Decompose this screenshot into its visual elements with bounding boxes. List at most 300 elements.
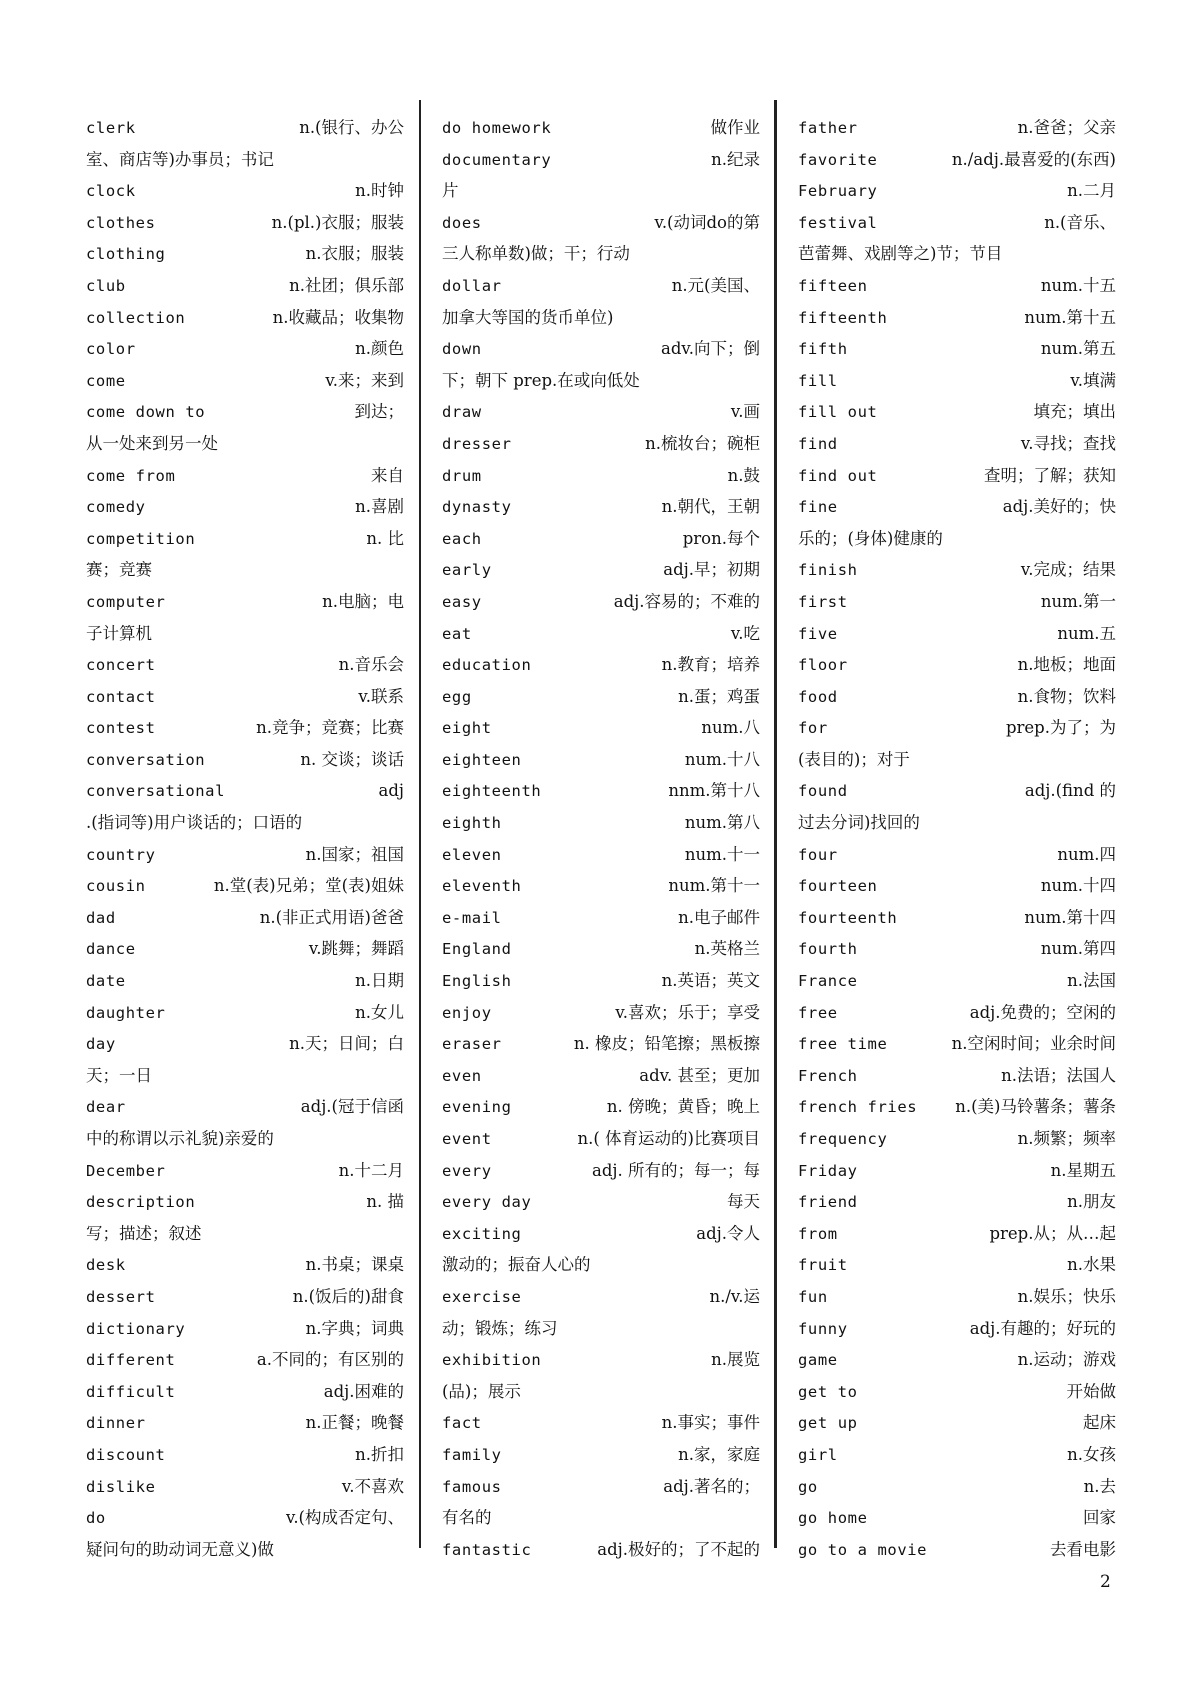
vocab-word: conversational [86, 782, 226, 801]
vocab-word: dessert [86, 1287, 156, 1306]
vocab-entry-line [86, 1091, 404, 1123]
vocab-entry [86, 586, 404, 649]
vocab-entry-line [442, 428, 760, 460]
vocab-entry-line [86, 997, 404, 1029]
vocab-entry [798, 1344, 1116, 1376]
vocab-word: draw [442, 403, 482, 422]
vocab-definition: 填充；填出 [1033, 402, 1116, 422]
vocab-definition: pron.每个 [682, 528, 760, 548]
vocab-entry [442, 1091, 760, 1123]
vocab-word: eight [442, 719, 492, 738]
vocab-definition: n./v.运 [709, 1286, 760, 1306]
vocab-word: fantastic [442, 1540, 532, 1559]
vocab-entry [798, 1439, 1116, 1471]
vocab-entry-line [86, 302, 404, 334]
vocab-word: fifth [798, 340, 848, 359]
vocab-definition: n. 比 [366, 528, 404, 548]
vocab-definition-continued: (品)；展示 [442, 1381, 521, 1401]
vocab-definition: n.爸爸；父亲 [1017, 118, 1116, 137]
vocab-word: fine [798, 498, 838, 517]
vocab-definition: n.地板；地面 [1017, 655, 1116, 675]
vocab-definition: n. 橡皮；铅笔擦；黑板擦 [573, 1034, 760, 1054]
vocab-entry-line [442, 1471, 760, 1503]
vocab-word: does [442, 213, 482, 232]
vocab-word: date [86, 972, 126, 991]
vocab-entry [442, 839, 760, 871]
vocab-entry-line [442, 1155, 760, 1187]
vocab-definition: adj.容易的；不难的 [613, 591, 760, 611]
vocab-entry [86, 1471, 404, 1503]
vocab-entry-line [798, 1218, 1116, 1250]
vocab-entry-line [442, 1439, 760, 1471]
vocab-entry-line [798, 1123, 1116, 1155]
vocab-definition: v.(动词do的第 [654, 212, 760, 232]
vocab-word: England [442, 940, 512, 959]
vocab-entry-line [86, 1281, 404, 1313]
vocab-word: exciting [442, 1224, 522, 1243]
vocab-definition: n.朋友 [1067, 1192, 1116, 1212]
vocab-entry [798, 333, 1116, 365]
vocab-definition: adj.极好的；了不起的 [597, 1539, 760, 1559]
vocab-definition: n.(pl.)衣服；服装 [271, 212, 404, 232]
vocab-entry [798, 365, 1116, 397]
vocab-entry-line [798, 1407, 1116, 1439]
vocab-word: get up [798, 1414, 858, 1433]
vocab-definition: n.堂(表)兄弟；堂(表)姐妹 [213, 876, 404, 896]
column-divider [774, 100, 777, 1548]
vocab-definition: num.十五 [1040, 275, 1116, 295]
vocab-entry-line [86, 902, 404, 934]
vocab-word: go to a movie [798, 1540, 928, 1559]
vocab-word: day [86, 1035, 116, 1054]
vocab-definition: adj. 所有的；每一；每 [591, 1160, 760, 1180]
vocab-word: each [442, 529, 482, 548]
vocab-entry [442, 775, 760, 807]
vocab-definition: n.正餐；晚餐 [305, 1413, 404, 1433]
vocab-entry [86, 1376, 404, 1408]
vocab-entry-line [798, 775, 1116, 807]
vocab-word: from [798, 1224, 838, 1243]
vocab-definition: 做作业 [710, 118, 760, 137]
vocab-word: for [798, 719, 828, 738]
vocab-entry [442, 744, 760, 776]
vocab-entry [442, 933, 760, 965]
vocab-entry [798, 302, 1116, 334]
vocab-word: French [798, 1066, 858, 1085]
vocab-entry [86, 1281, 404, 1313]
vocab-definition-continued: 下；朝下 prep.在或向低处 [442, 370, 640, 390]
vocab-definition: n.法国 [1067, 971, 1116, 991]
vocab-word: documentary [442, 150, 552, 169]
vocab-entry-line [86, 175, 404, 207]
vocab-definition: v.寻找；查找 [1020, 433, 1116, 453]
vocab-word: difficult [86, 1382, 176, 1401]
vocab-definition: n.二月 [1067, 181, 1116, 201]
vocab-entry [798, 175, 1116, 207]
vocab-entry-line [442, 839, 760, 871]
vocab-entry-line [86, 1186, 404, 1218]
vocab-definition: n.娱乐；快乐 [1017, 1286, 1116, 1306]
vocab-definition-continued: 三人称单数)做；干；行动 [442, 244, 630, 264]
vocab-entry-line [798, 1281, 1116, 1313]
vocab-entry [798, 207, 1116, 270]
vocab-entry-line [442, 618, 760, 650]
vocab-definition: n.国家；祖国 [305, 844, 404, 864]
vocab-entry [442, 523, 760, 555]
vocab-definition: v.(构成否定句、 [285, 1508, 404, 1528]
vocab-definition-continued: 芭蕾舞、戏剧等之)节；节目 [798, 244, 1003, 264]
vocab-entry-line [86, 491, 404, 523]
vocab-word: every [442, 1161, 492, 1180]
vocab-word: eleventh [442, 877, 522, 896]
vocab-word: dear [86, 1098, 126, 1117]
vocab-entry [442, 1439, 760, 1471]
vocab-definition: v.画 [730, 402, 760, 422]
vocab-word: fifteen [798, 276, 868, 295]
vocab-entry [442, 428, 760, 460]
vocab-entry-line [798, 175, 1116, 207]
vocab-entry [442, 460, 760, 492]
vocab-word: English [442, 972, 512, 991]
vocab-word: girl [798, 1445, 838, 1464]
vocab-entry-line [86, 396, 404, 428]
vocab-entry-line [798, 144, 1116, 176]
vocab-entry-line [798, 1155, 1116, 1187]
vocab-entry [798, 870, 1116, 902]
vocab-entry [86, 744, 404, 776]
vocab-entry-line [86, 1344, 404, 1376]
vocab-definition: v.联系 [358, 686, 404, 706]
vocab-entry-line [798, 1028, 1116, 1060]
vocab-word: family [442, 1445, 502, 1464]
vocab-definition-continued: 加拿大等国的货币单位) [442, 307, 614, 327]
vocab-entry [798, 586, 1116, 618]
vocab-definition-continued: (表目的)；对于 [798, 749, 910, 769]
vocab-entry [442, 1028, 760, 1060]
vocab-entry [798, 1155, 1116, 1187]
vocab-word: free time [798, 1035, 888, 1054]
vocab-entry [86, 238, 404, 270]
vocab-word: competition [86, 529, 196, 548]
vocab-word: color [86, 340, 136, 359]
vocab-definition-continued: 动；锻炼；练习 [442, 1318, 558, 1338]
vocab-word: easy [442, 592, 482, 611]
vocab-definition: num.四 [1057, 844, 1116, 864]
vocab-entry-line [798, 965, 1116, 997]
vocab-entry [86, 1091, 404, 1154]
vocab-word: fourteenth [798, 908, 898, 927]
vocab-entry-line [798, 554, 1116, 586]
vocab-entry [86, 1313, 404, 1345]
vocab-word: free [798, 1003, 838, 1022]
vocab-entry-line [442, 523, 760, 555]
vocab-definition: n.社团；俱乐部 [289, 275, 404, 295]
vocab-definition: n.女儿 [355, 1002, 404, 1022]
vocab-definition: 开始做 [1066, 1381, 1116, 1401]
vocab-entry-line [798, 902, 1116, 934]
vocab-entry-line [798, 1249, 1116, 1281]
vocab-entry [442, 1186, 760, 1218]
vocab-entry-line [442, 396, 760, 428]
vocab-entry [798, 1249, 1116, 1281]
vocab-entry [798, 396, 1116, 428]
vocab-entry-line [86, 460, 404, 492]
vocab-definition: adv. 甚至；更加 [639, 1065, 760, 1085]
vocab-definition: n. 傍晚；黄昏；晚上 [606, 1097, 760, 1117]
vocab-entry-line [442, 1344, 760, 1376]
vocab-entry [86, 1028, 404, 1091]
vocab-entry-line [442, 1060, 760, 1092]
vocab-entry-line [798, 460, 1116, 492]
vocab-entry-line [442, 870, 760, 902]
vocab-definition: num.第十四 [1024, 907, 1116, 927]
vocab-entry-line [798, 428, 1116, 460]
vocab-definition: num.八 [701, 718, 760, 738]
vocab-entry [798, 1281, 1116, 1313]
vocab-definition: n.竞争；竞赛；比赛 [256, 718, 404, 738]
vocab-word: find [798, 434, 838, 453]
vocab-word: discount [86, 1445, 166, 1464]
vocab-definition: n.折扣 [355, 1444, 404, 1464]
vocab-word: go [798, 1477, 818, 1496]
vocab-definition: n.事实；事件 [661, 1413, 760, 1433]
vocab-definition: n.女孩 [1067, 1444, 1116, 1464]
vocab-definition: num.第十一 [668, 876, 760, 896]
vocab-entry-line [86, 744, 404, 776]
vocab-entry [798, 933, 1116, 965]
vocab-definition: n.频繁；频率 [1017, 1129, 1116, 1148]
page-number: 2 [1100, 1572, 1111, 1592]
vocab-word: Friday [798, 1161, 858, 1180]
vocab-word: find out [798, 466, 878, 485]
vocab-entry [442, 712, 760, 744]
vocab-definition-continued: 写；描述；叙述 [86, 1223, 202, 1243]
vocab-word: fifteenth [798, 308, 888, 327]
vocab-definition: n.衣服；服装 [305, 244, 404, 264]
vocab-word: daughter [86, 1003, 166, 1022]
vocab-definition: n.食物；饮料 [1017, 686, 1116, 706]
vocab-entry [442, 649, 760, 681]
vocab-definition: n.元(美国、 [671, 275, 760, 295]
vocab-word: dislike [86, 1477, 156, 1496]
vocab-entry-line [798, 302, 1116, 334]
vocab-entry [798, 712, 1116, 775]
vocab-entry [86, 523, 404, 586]
vocab-entry [442, 491, 760, 523]
vocab-definition: n. 描 [366, 1192, 404, 1212]
vocab-entry-line [798, 365, 1116, 397]
vocab-entry [442, 144, 760, 207]
vocab-entry-line [798, 491, 1116, 523]
vocab-entry-line [798, 1344, 1116, 1376]
vocab-word: do [86, 1509, 106, 1528]
vocab-definition: n.电子邮件 [678, 907, 760, 927]
vocab-entry [798, 1534, 1116, 1566]
vocab-definition: n.颜色 [355, 339, 404, 359]
vocab-word: clothing [86, 245, 166, 264]
vocab-definition: num.第十五 [1024, 307, 1116, 327]
vocab-entry-line [798, 1534, 1116, 1566]
vocab-word: eraser [442, 1035, 502, 1054]
vocab-entry [86, 460, 404, 492]
vocab-word: early [442, 561, 492, 580]
vocab-entry [798, 775, 1116, 838]
vocab-entry [86, 649, 404, 681]
vocab-definition: n.日期 [355, 971, 404, 991]
vocab-word: clock [86, 182, 136, 201]
vocab-definition-continued: 激动的；振奋人心的 [442, 1255, 591, 1275]
vocab-entry-line [798, 618, 1116, 650]
vocab-definition: n.朝代，王朝 [661, 497, 760, 517]
vocab-entry-line [86, 1439, 404, 1471]
vocab-definition: v.来；来到 [325, 370, 404, 390]
vocab-entry [798, 618, 1116, 650]
vocab-definition: n.家，家庭 [678, 1444, 760, 1464]
vocab-entry-line [86, 1155, 404, 1187]
vocab-entry [442, 333, 760, 396]
vocab-entry-line [798, 1471, 1116, 1503]
vocab-entry [798, 460, 1116, 492]
vocab-entry-line [442, 681, 760, 713]
vocab-definition: nnm.第十八 [668, 781, 760, 801]
vocab-entry [798, 428, 1116, 460]
vocab-definition: adj.(find 的 [1024, 781, 1116, 801]
vocab-word: drum [442, 466, 482, 485]
vocab-definition: n.鼓 [727, 465, 760, 485]
vocab-entry [798, 1471, 1116, 1503]
vocab-entry [798, 1376, 1116, 1408]
vocab-word: dance [86, 940, 136, 959]
vocab-word: come from [86, 466, 176, 485]
vocab-word: favorite [798, 150, 878, 169]
vocab-entry-line [798, 1091, 1116, 1123]
vocab-definition: num.第四 [1040, 939, 1116, 959]
vocab-word: even [442, 1066, 482, 1085]
vocab-definition: v.喜欢；乐于；享受 [615, 1002, 760, 1022]
vocab-definition-continued: 乐的；(身体)健康的 [798, 528, 943, 548]
vocab-entry [442, 1471, 760, 1534]
vocab-definition: n.喜剧 [355, 497, 404, 517]
vocab-definition: v.不喜欢 [341, 1476, 404, 1496]
vocab-entry-line [442, 333, 760, 365]
vocab-entry-line [442, 933, 760, 965]
vocab-word: fourteen [798, 877, 878, 896]
vocab-definition: 起床 [1083, 1413, 1116, 1433]
vocab-entry [442, 586, 760, 618]
vocab-entry-line [86, 1313, 404, 1345]
vocab-entry [442, 618, 760, 650]
vocab-definition: n.时钟 [355, 181, 404, 201]
column-divider [419, 100, 421, 1548]
vocab-entry [798, 1123, 1116, 1155]
vocab-entry-line [86, 870, 404, 902]
vocab-entry [442, 1218, 760, 1281]
vocab-definition-continued: 子计算机 [86, 623, 152, 643]
vocab-definition: n.运动；游戏 [1017, 1350, 1116, 1370]
vocab-definition-continued: .(指词等)用户谈话的；口语的 [86, 813, 303, 833]
vocab-definition: 查明；了解；获知 [984, 465, 1116, 485]
vocab-word: e-mail [442, 908, 502, 927]
vocab-word: clerk [86, 119, 136, 137]
vocab-entry-line [442, 1218, 760, 1250]
vocab-entry-line [798, 997, 1116, 1029]
vocab-definition: n.去 [1083, 1476, 1116, 1496]
vocab-definition: adj [378, 781, 404, 801]
vocab-definition: n.英语；英文 [661, 971, 760, 991]
vocab-word: eighteenth [442, 782, 542, 801]
vocab-definition: n.展览 [711, 1350, 760, 1370]
vocab-entry [442, 1344, 760, 1407]
vocab-entry-line [442, 586, 760, 618]
vocab-definition: n.星期五 [1050, 1160, 1116, 1180]
vocab-definition-continued: 赛；竞赛 [86, 560, 152, 580]
vocab-entry [798, 1407, 1116, 1439]
vocab-entry [798, 839, 1116, 871]
vocab-entry [86, 870, 404, 902]
vocab-entry-line [442, 270, 760, 302]
vocab-definition-continued: 有名的 [442, 1508, 492, 1528]
vocab-definition: num.五 [1057, 623, 1116, 643]
vocab-definition: n. 交谈；谈话 [300, 749, 404, 769]
vocab-word: dad [86, 908, 116, 927]
vocab-entry-line [798, 1186, 1116, 1218]
vocab-entry-line [86, 1028, 404, 1060]
vocab-entry-line [798, 396, 1116, 428]
vocab-word: five [798, 624, 838, 643]
vocab-definition: n./adj.最喜爱的(东西) [951, 149, 1116, 169]
vocab-entry-line [798, 1376, 1116, 1408]
vocab-word: frequency [798, 1130, 888, 1148]
vocab-entry [442, 1060, 760, 1092]
vocab-entry-line [86, 775, 404, 807]
vocab-definition: n.(银行、办公 [299, 118, 404, 137]
vocab-entry [86, 207, 404, 239]
vocab-entry [798, 554, 1116, 586]
vocab-word: dictionary [86, 1319, 186, 1338]
vocab-definition: prep.从；从…起 [989, 1223, 1116, 1243]
vocab-entry [86, 1344, 404, 1376]
vocab-word: exercise [442, 1287, 522, 1306]
vocab-definition: adj.令人 [696, 1223, 760, 1243]
vocab-definition: adj.有趣的；好玩的 [969, 1318, 1116, 1338]
column-2 [442, 112, 760, 1565]
vocab-entry-line [798, 649, 1116, 681]
vocab-entry [86, 965, 404, 997]
vocab-word: enjoy [442, 1003, 492, 1022]
vocab-entry [442, 807, 760, 839]
vocab-definition: a.不同的；有区别的 [256, 1350, 404, 1370]
vocab-definition: n.(饭后的)甜食 [292, 1286, 404, 1306]
vocab-entry [86, 112, 404, 175]
vocab-entry [442, 554, 760, 586]
vocab-word: country [86, 845, 156, 864]
vocab-word: France [798, 972, 858, 991]
vocab-word: different [86, 1351, 176, 1370]
vocab-entry [86, 712, 404, 744]
vocab-definition: n.梳妆台；碗柜 [645, 433, 760, 453]
vocab-word: contact [86, 687, 156, 706]
vocab-entry [798, 1028, 1116, 1060]
vocab-entry-line [442, 744, 760, 776]
vocab-entry-line [798, 712, 1116, 744]
vocab-definition: adv.向下；倒 [660, 339, 760, 359]
vocab-entry-line [798, 1060, 1116, 1092]
vocab-entry-line [86, 965, 404, 997]
vocab-entry [442, 1123, 760, 1155]
vocab-word: cousin [86, 877, 146, 896]
vocab-entry-line [798, 270, 1116, 302]
vocab-word: event [442, 1130, 492, 1148]
